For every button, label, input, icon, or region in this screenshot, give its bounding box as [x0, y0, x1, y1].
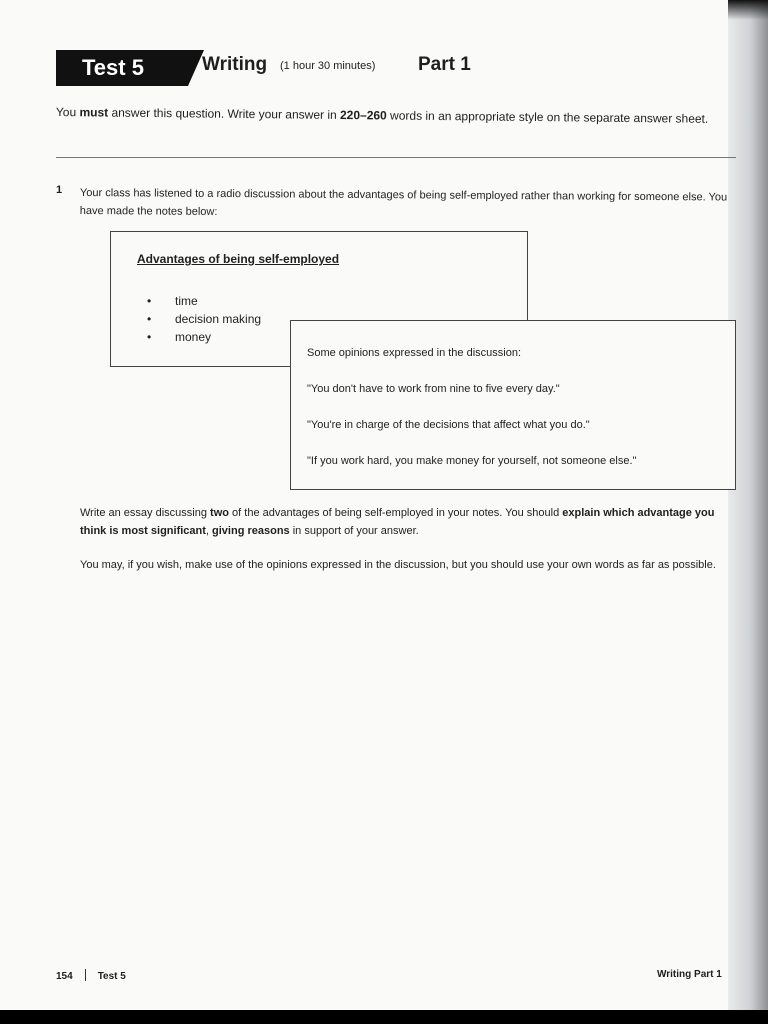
test-badge: Test 5 — [56, 50, 188, 86]
instruction-must: must — [79, 105, 109, 120]
opinion-quote: "You're in charge of the decisions that affect what you do." — [307, 419, 590, 431]
instruction-part: answer this question. Write your answer in — [108, 105, 341, 122]
opinion-quote: "You don't have to work from nine to five every day." — [307, 383, 560, 395]
notes-list — [147, 292, 261, 346]
footer-test-label: Test 5 — [97, 971, 126, 982]
essay-task — [80, 504, 740, 540]
notes-item: • decision making — [147, 310, 261, 328]
opinions-box — [290, 320, 736, 490]
task-part: in support of your answer. — [289, 525, 419, 537]
duration-label: (1 hour 30 minutes) — [280, 60, 376, 72]
footer-left — [56, 969, 126, 982]
question-number: 1 — [56, 184, 63, 196]
task-giving: giving reasons — [212, 525, 290, 537]
footer-part: Part 1 — [694, 969, 722, 980]
instruction-text — [56, 103, 740, 128]
page-number: 154 — [56, 971, 73, 982]
opinions-usage-note: You may, if you wish, make use of the opinions expressed in the discussion, but you should use your own words as far as possible. — [80, 559, 716, 571]
divider — [56, 157, 736, 158]
footer-right — [657, 969, 722, 980]
opinion-quote: "If you work hard, you make money for yourself, not someone else." — [307, 455, 637, 467]
task-part: , — [205, 525, 213, 537]
instruction-word-range: 220–260 — [339, 107, 387, 123]
task-explain: explain which advantage you think is most significant — [80, 507, 715, 537]
section-title: Writing — [202, 54, 268, 75]
instruction-part: You — [55, 104, 80, 120]
part-title: Part 1 — [418, 54, 471, 75]
footer-section: Writing — [657, 969, 692, 980]
page-corner-shadow — [728, 0, 768, 20]
notes-heading: Advantages of being self-employed — [137, 252, 340, 266]
notes-item: • money — [147, 328, 261, 346]
footer-separator — [85, 969, 86, 981]
instruction-part: words in an appropriate style on the separate answer sheet. — [386, 108, 709, 126]
notes-item: • time — [147, 292, 261, 310]
page-header — [56, 50, 716, 86]
task-part: of the advantages of being self-employed in your notes. You should — [228, 507, 563, 519]
task-part: Write an essay discussing — [80, 507, 211, 519]
question-text: Your class has listened to a radio discussion about the advantages of being self-employed rather than working for someone else. You have made the notes below: — [79, 186, 728, 218]
opinions-intro: Some opinions expressed in the discussion: — [307, 347, 522, 359]
bottom-scan-edge — [0, 1010, 768, 1024]
task-two: two — [210, 507, 229, 519]
